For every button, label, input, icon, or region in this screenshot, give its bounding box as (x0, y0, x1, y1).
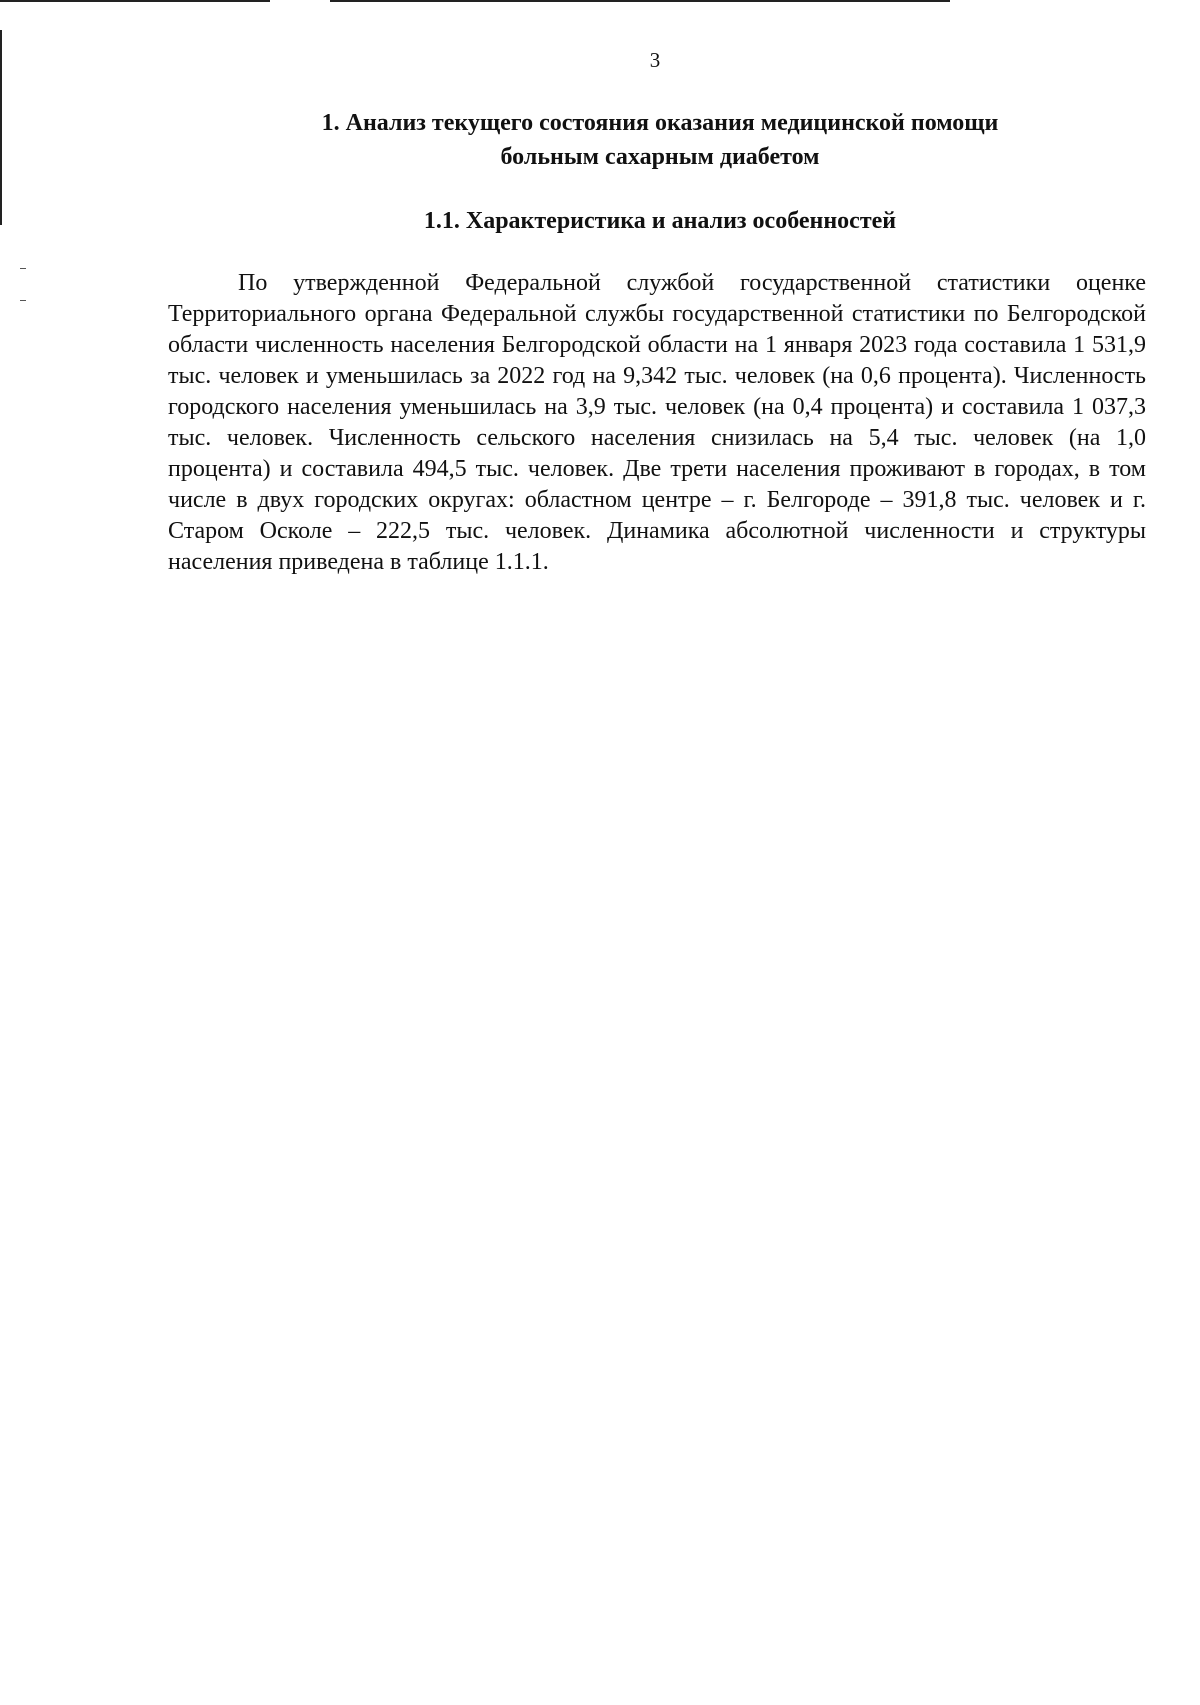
section-heading-line1: 1. Анализ текущего состояния оказания медицинской помощи (321, 110, 999, 136)
section-heading (170, 106, 1150, 174)
scan-artifact-top-left (0, 0, 270, 2)
body-paragraph: По утвержденной Федеральной службой государственной статистики оценке Территориального органа Федеральной службы государственной статистики по Белгородской области численность населения Белгородской области на 1 января 2023 года составила 1 531,9 тыс. человек и уменьшилась за 2022 год на 9,342 тыс. человек (на 0,6 процента). Численность городского населения уменьшилась на 3,9 тыс. человек (на 0,4 процента) и составила 1 037,3 тыс. человек. Численность сельского населения снизилась на 5,4 тыс. человек (на 1,0 процента) и составила 494,5 тыс. человек. Две трети населения проживают в городах, в том числе в двух городских округах: областном центре – г. Белгороде – 391,8 тыс. человек и г. Старом Осколе – 222,5 тыс. человек. Динамика абсолютной численности и структуры населения приведена в таблице 1.1.1. (168, 270, 1146, 575)
scan-artifact-dash (20, 268, 26, 269)
subsection-heading: 1.1. Характеристика и анализ особенностей (423, 208, 897, 234)
scan-artifact-dash (20, 300, 26, 301)
page-number: 3 (649, 48, 661, 72)
scan-artifact-left-edge (0, 30, 2, 225)
scan-artifact-top-right (330, 0, 950, 2)
section-heading-line2: больным сахарным диабетом (500, 144, 820, 170)
